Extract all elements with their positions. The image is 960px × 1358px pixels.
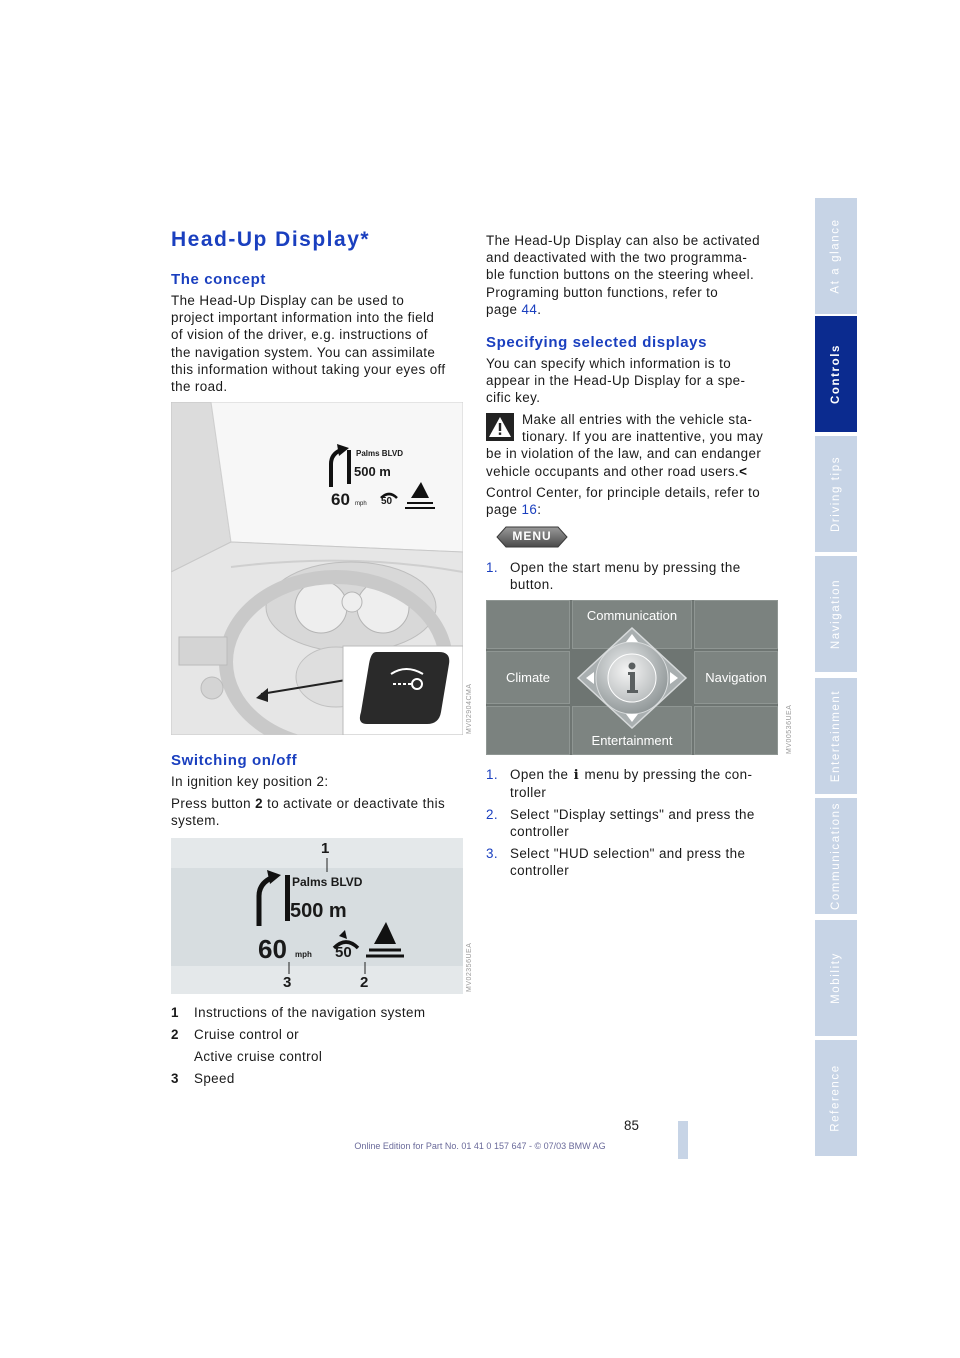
cockpit-drawing xyxy=(171,402,463,735)
menu-label-navigation: Navigation xyxy=(705,670,767,685)
menu-button-label: MENU xyxy=(512,529,552,543)
warning-paragraph: Make all entries with the vehicle sta- tionary. If you are inattentive, you may be in violation of the law, and can endanger vehicle occupants and other road users.< xyxy=(486,412,764,479)
tab-controls[interactable]: Controls xyxy=(815,316,857,434)
page-link[interactable]: 16 xyxy=(521,502,538,518)
concept-line: The Head-Up Display can be used to xyxy=(171,293,405,308)
hud-speed-unit: mph xyxy=(295,950,312,959)
hud-street-name: Palms BLVD xyxy=(356,449,403,458)
figure-code: MV02904CMA xyxy=(466,683,473,734)
legend-item: 3 xyxy=(171,1071,179,1086)
specifying-paragraph: You can specify which information is to appear in the Head-Up Display for a spe- cific key. xyxy=(486,356,746,406)
concept-line: the road. xyxy=(171,379,228,395)
hud-detail-illustration xyxy=(171,838,463,994)
control-center-paragraph: Control Center, for principle details, refer to page 16: xyxy=(486,485,761,518)
callout-2: 2 xyxy=(360,974,369,991)
concept-heading: The concept xyxy=(171,271,266,288)
tab-mobility[interactable]: Mobility xyxy=(815,920,857,1038)
concept-line: this information without taking your eyes off xyxy=(171,361,446,377)
specifying-heading: Specifying selected displays xyxy=(486,334,708,351)
hud-speed: 60 xyxy=(331,490,350,509)
hud-distance: 500 m xyxy=(354,464,391,479)
hud-street-name: Palms BLVD xyxy=(292,875,363,889)
cockpit-illustration xyxy=(171,402,463,735)
tab-reference[interactable]: Reference xyxy=(815,1040,857,1158)
tab-navigation[interactable]: Navigation xyxy=(815,556,857,674)
legend-item: 2 xyxy=(171,1027,179,1042)
tab-driving-tips[interactable]: Driving tips xyxy=(815,436,857,554)
page-number: 85 xyxy=(624,1118,639,1133)
step-number: 1. xyxy=(486,767,498,782)
concept-line: the navigation system. You can assimilate xyxy=(171,344,436,360)
legend-text: Active cruise control xyxy=(194,1049,323,1064)
hud-distance: 500 m xyxy=(290,900,347,922)
step-number: 1. xyxy=(486,560,498,575)
legend-text: Instructions of the navigation system xyxy=(194,1005,426,1020)
tab-at-a-glance[interactable]: At a glance xyxy=(815,198,857,316)
intro-paragraph: The Head-Up Display can also be activated and deactivated with the two programma- ble function buttons on the steering wheel. Programing button functions, refer to page 44. xyxy=(486,233,760,317)
info-icon: i xyxy=(573,767,580,783)
hud-speed: 60 xyxy=(258,934,287,964)
step-number: 2. xyxy=(486,807,498,822)
step-text: Select "Display settings" and press the controller xyxy=(510,807,755,840)
hud-speed-unit: mph xyxy=(355,501,367,507)
legend-text: Speed xyxy=(194,1071,235,1086)
start-menu-screen xyxy=(486,600,778,755)
callout-1: 1 xyxy=(321,840,330,857)
menu-label-climate: Climate xyxy=(505,670,551,685)
menu-label-entertainment: Entertainment xyxy=(591,733,673,748)
footer-accent-bar xyxy=(678,1121,688,1159)
menu-button[interactable] xyxy=(496,526,568,548)
step-text: Open the start menu by pressing the button. xyxy=(510,560,741,593)
step-number: 3. xyxy=(486,846,498,861)
switching-paragraph: In ignition key position 2: xyxy=(171,774,329,789)
hud-cruise-speed: 50 xyxy=(381,496,393,507)
page-link[interactable]: 44 xyxy=(521,301,538,317)
tab-communications[interactable]: Communications xyxy=(815,798,857,916)
step-text: Open the i menu by pressing the con- troller xyxy=(510,767,753,801)
page-title: Head-Up Display* xyxy=(171,228,371,251)
callout-3: 3 xyxy=(283,974,292,991)
tab-entertainment[interactable]: Entertainment xyxy=(815,678,857,796)
figure-code: MV00536UEA xyxy=(786,704,793,754)
concept-line: of vision of the driver, e.g. instructions of xyxy=(171,327,428,343)
concept-line: project important information into the field xyxy=(171,310,435,326)
menu-label-communication: Communication xyxy=(586,608,678,623)
step-text: Select "HUD selection" and press the controller xyxy=(510,846,746,879)
figure-code: MV02356UEA xyxy=(466,942,473,992)
concept-paragraph xyxy=(171,292,446,395)
hud-cruise-speed: 50 xyxy=(335,944,352,961)
end-mark: < xyxy=(739,463,748,479)
switching-instruction: Press button 2 to activate or deactivate this system. xyxy=(171,796,446,829)
legend-item: 1 xyxy=(171,1005,179,1020)
edition-note: Online Edition for Part No. 01 41 0 157 647 - © 07/03 BMW AG xyxy=(354,1141,606,1151)
legend-text: Cruise control or xyxy=(194,1027,300,1042)
switching-heading: Switching on/off xyxy=(171,752,298,769)
